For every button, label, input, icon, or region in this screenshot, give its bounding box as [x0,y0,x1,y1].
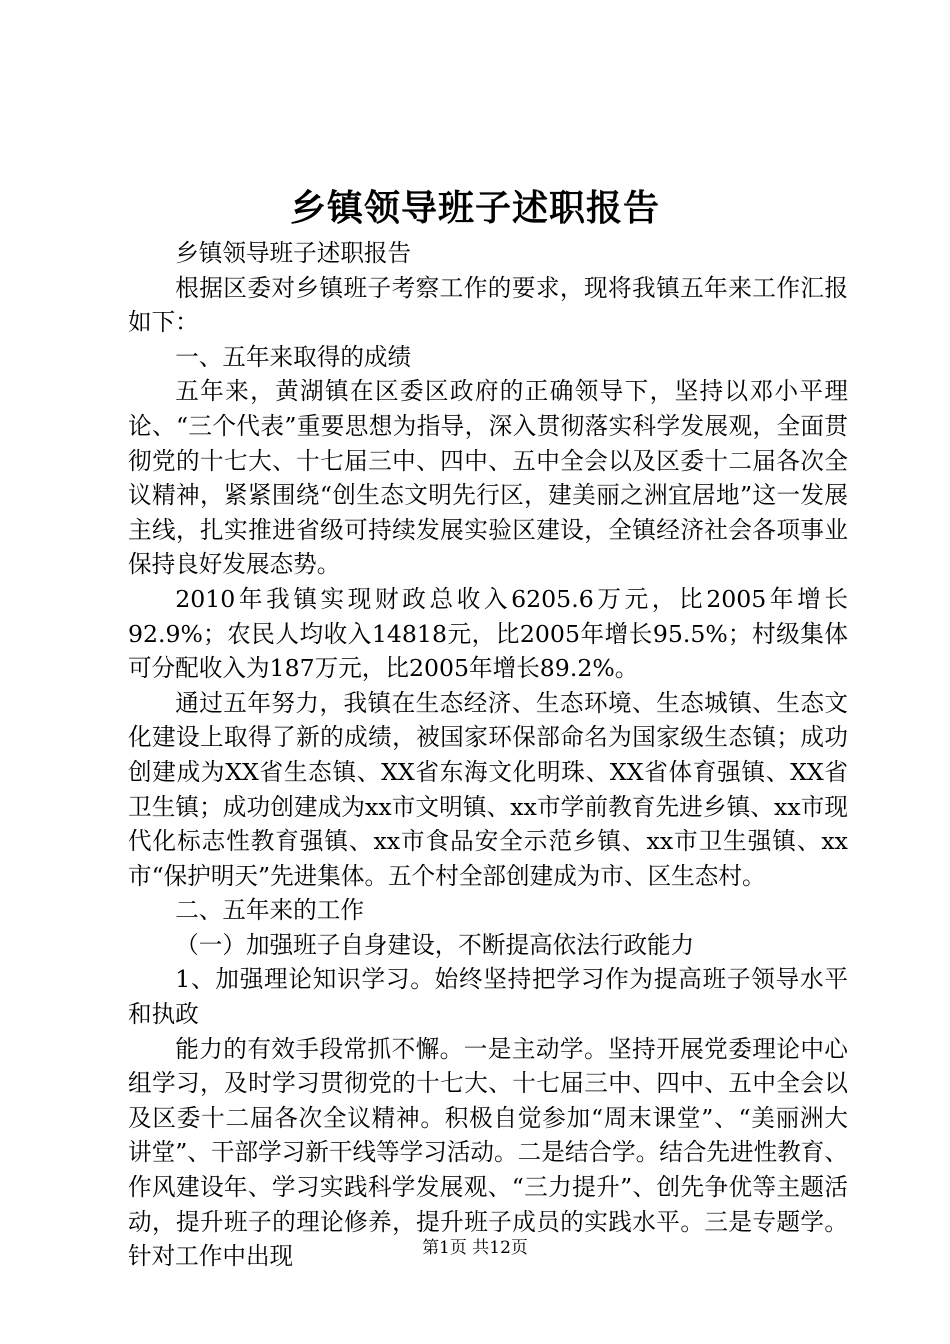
section-heading-achievements: 一、五年来取得的成绩 [175,342,412,371]
paragraph-statistics: 2010年我镇实现财政总收入6205.6万元，比2005年增长92.9%；农民人均收入14818元，比2005年增长95.5%；村级集体可分配收入为187万元，比2005年增长89.2%。 [128,584,848,683]
document-title: 乡镇领导班子述职报告 [289,187,660,229]
paragraph-study-methods: 能力的有效手段常抓不懈。一是主动学。坚持开展党委理论中心组学习，及时学习贯彻党的十七大、十七届三中、四中、五中全会以及区委十二届各次全议精神。积极自觉参加“周末课堂”、“美丽洲大讲堂”、干部学习新干线等学习活动。二是结合学。结合先进性教育、作风建设年、学习实践科学发展观、“三力提升”、创先争优等主题活动，提升班子的理论修养，提升班子成员的实践水平。三是专题学。针对工作中出现 [128,1034,848,1271]
subsection-heading-team-building: （一）加强班子自身建设，不断提高依法行政能力 [175,930,695,959]
page-number-footer: 第1页 共12页 [422,1238,528,1258]
paragraph-intro: 根据区委对乡镇班子考察工作的要求，现将我镇五年来工作汇报如下： [128,273,848,337]
document-body [128,236,848,1274]
paragraph-heading-repeat: 乡镇领导班子述职报告 [175,239,412,267]
section-heading-work: 二、五年来的工作 [175,896,364,925]
paragraph-overview: 五年来，黄湖镇在区委区政府的正确领导下，坚持以邓小平理论、“三个代表”重要思想为指导，深入贯彻落实科学发展观，全面贯彻党的十七大、十七届三中、四中、五中全会以及区委十二届各次全议精神，紧紧围绕“创生态文明先行区，建美丽之洲宜居地”这一发展主线，扎实推进省级可持续发展实验区建设，全镇经济社会各项事业保持良好发展态势。 [128,377,848,579]
paragraph-theory-study: 1、加强理论知识学习。始终坚持把学习作为提高班子领导水平和执政 [128,965,848,1029]
paragraph-honors: 通过五年努力，我镇在生态经济、生态环境、生态城镇、生态文化建设上取得了新的成绩，被国家环保部命名为国家级生态镇；成功创建成为XX省生态镇、XX省东海文化明珠、XX省体育强镇、XX省卫生镇；成功创建成为xx市文明镇、xx市学前教育先进乡镇、xx市现代化标志性教育强镇、xx市食品安全示范乡镇、xx市卫生强镇、xx市“保护明天”先进集体。五个村全部创建成为市、区生态村。 [128,688,848,890]
